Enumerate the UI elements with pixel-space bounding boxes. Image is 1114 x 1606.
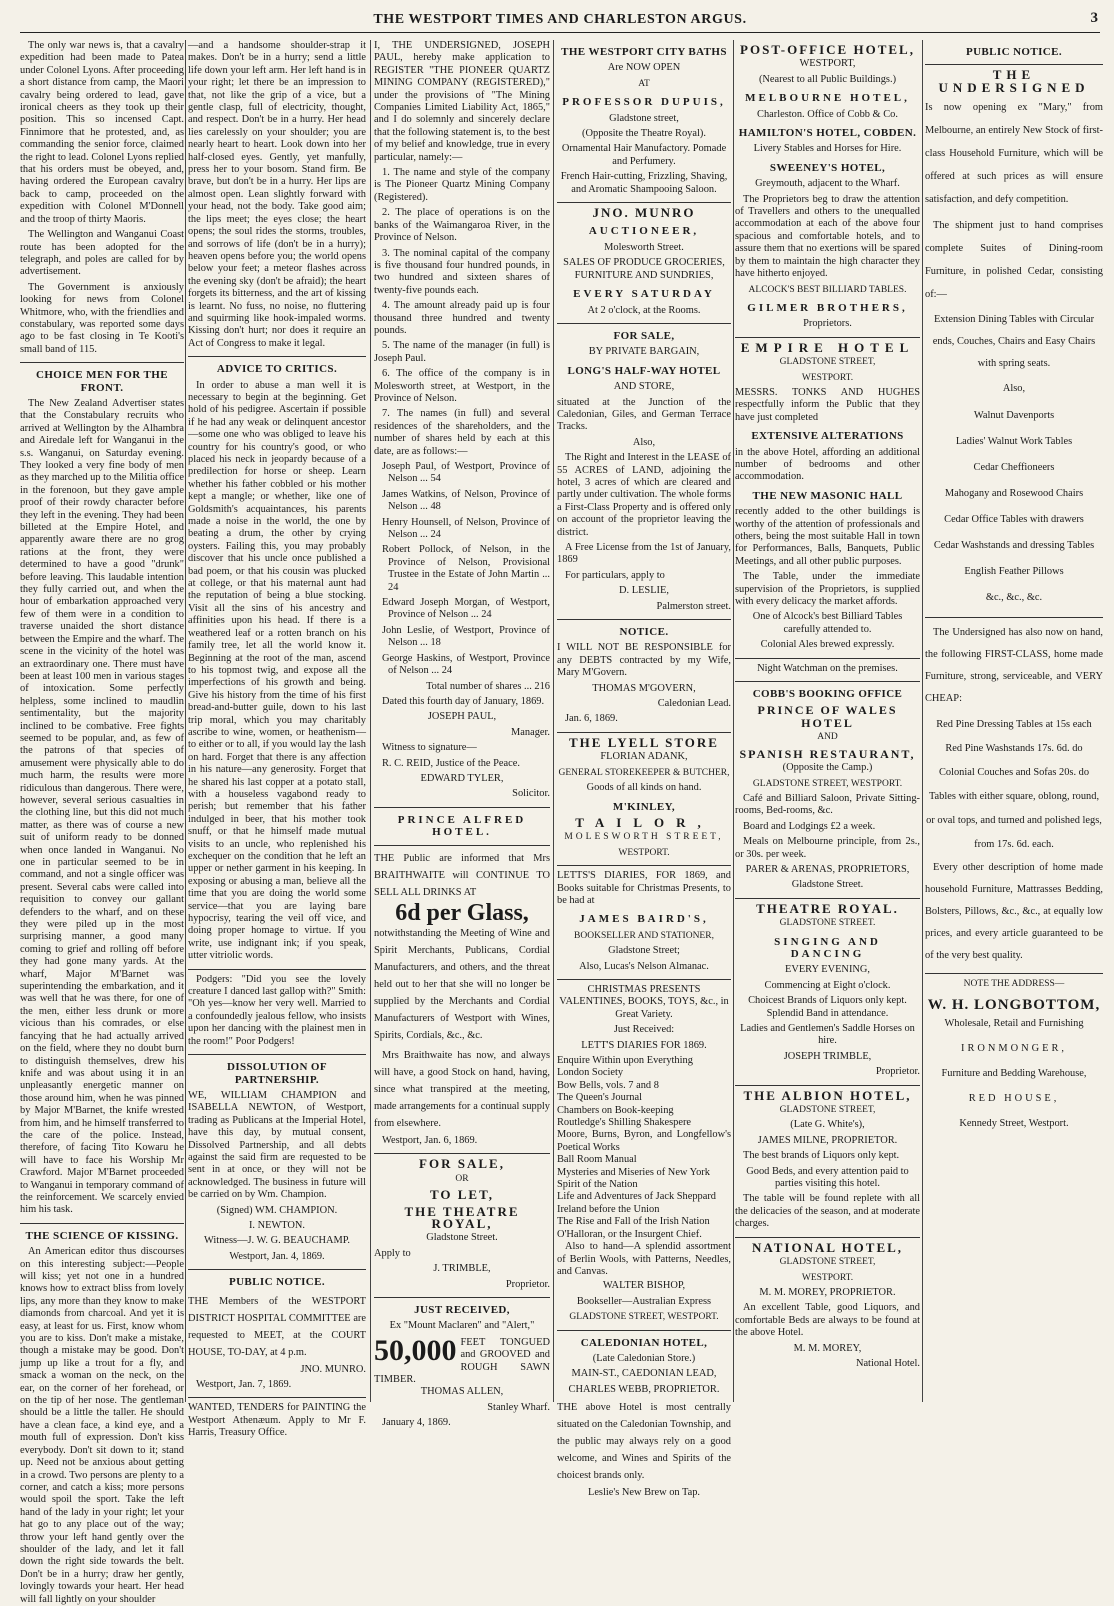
divider [20,1223,184,1224]
divider [557,732,731,733]
shareholder-row: John Leslie, of Westport, Province of Nelson ... 18 [382,624,550,649]
trimble-role: Proprietor. [875,1066,920,1078]
prince-alfred-intro: THE Public are informed that Mrs BRAITHWAITE will CONTINUE TO SELL ALL DRINKS AT [374,852,550,898]
adank-role: GENERAL STOREKEEPER & BUTCHER, [558,767,730,778]
undersigned-heading: THE UNDERSIGNED [938,67,1090,95]
hospital-date: Westport, Jan. 7, 1869. [196,1379,292,1390]
empire-hotel: EMPIRE HOTEL [740,339,915,355]
wanted-tenders: WANTED, TENDERS for PAINTING the Westport Athenæum. Apply to Mr F. Harris, Treasury Office. [188,1402,366,1439]
professor-opposite: (Opposite the Theatre Royal). [582,128,706,140]
caledonian-body: THE above Hotel is most centrally situated on the Caledonian Township, and the public may always rely on a good welcome, and Wines and Spirits of the choicest brands only. [557,1402,731,1482]
book-item: The Queen's Journal [557,1092,642,1104]
table-found: The table will be found replete with all the delicacies of the season, and at moderate charges. [735,1193,920,1230]
divider [925,617,1103,618]
adank-name: FLORIAN ADANK, [600,751,688,763]
to-let-heading: TO LET, [429,1187,495,1203]
singing-dancing: SINGING AND DANCING [774,935,881,960]
prince-alfred-heading: PRINCE ALFRED HOTEL. [397,813,527,839]
prince-alfred-date: Westport, Jan. 6, 1869. [382,1134,478,1146]
book-item: Spirit of the Nation [557,1179,638,1191]
divider [188,1397,366,1398]
theatre-royal-heading: THE THEATRE ROYAL, [404,1203,520,1231]
spanish-restaurant: SPANISH RESTAURANT, [739,746,916,761]
munro-street: Molesworth Street. [604,241,684,253]
divider [188,356,366,357]
mining-item-1: 1. The name and style of the company is The Pioneer Quartz Mining Company (Registered). [374,167,550,203]
furniture-list-1 [925,309,1103,375]
caledonian-late: (Late Caledonian Store.) [592,1352,696,1364]
divider [188,969,366,970]
baths-at: AT [638,78,650,89]
book-list [557,1055,731,1278]
dissolution-body: WE, WILLIAM CHAMPION and ISABELLA NEWTON, of Westport, trading as Publicans at the Imperial Hotel, have this day, by mutual consent, Dissolved Partnership, and all debts against the said firm are requested to be sent in at once, or they will not be acknowledged. The business in future will be carried on by Wm. Champion. [188,1089,366,1201]
furniture-list-2 [925,403,1103,611]
divider [735,681,920,682]
column-1 [20,40,184,1605]
gladstone-street: GLADSTONE STREET, WESTPORT. [752,778,903,789]
divider [925,973,1103,974]
eight-oclock: Commencing at Eight o'clock. [764,979,891,991]
table-body: The Table, under the immediate supervision of the Proprietors, is supplied with every delicacy the market affords. [735,571,920,608]
morey-proprietor: M. M. MOREY, PROPRIETOR. [759,1286,896,1298]
meals: Meals on Melbourne principle, from 2s., or 30s. per week. [735,836,920,860]
melbourne-hotel: MELBOURNE HOTEL, [745,92,910,105]
ironmonger-text: IRONMONGER, [960,1043,1068,1055]
book-item: Also to hand—A splendid assortment of Berlin Wools, with Patterns, Needles, and Canvas. [557,1241,731,1277]
extensive-alterations: EXTENSIVE ALTERATIONS [751,430,904,443]
critics-body: In order to abuse a man well it is necessary to begin at the beginning. Get hold of his pedigree. Ascertain if possible if he had any weak or delinquent ancestor—some one who was obliged to leave his country for his country's good, or who placed his neck in jeopardy because of a predilection for horse or sheep. Learn whether his father cobbled or his mother kept a mangle; or whether, like one of Goldsmith's acquaintances, his parents made a noise in the world, the one by beating a drum, the other by crying oysters. Failing this, you may probably discover that his uncle once published a bad poem, or that his cousin was plucked at college, or that his maternal aunt had the reputation of being a blue stocking. Visit all the sins of his ancestry and affinities upon his head. If there is a weathered leaf or a rotten branch on his family tree, let all the world know it. Beginning at the root of the man, ascend to his topmost twig, and expose all the imperfections of his growth and being. Give his history from the time of his first bread-and-butter guile, down to his last trip moral, which you may charitably ascribe to wine, women, or heathenism—to either or to all, if you would lay the lash on hard. Forget that there is any affection in his nature—any generosity. Forget that he shared his last copper at a potato stall, with a houseless vagabond ready to perish; but remember that his father indulged in beer, that his mother took snuff, or that he himself made mutual visits to an uncle, who replenished his exchequer on the condition that he left an upper or nether garment in his keeping. In exposing or abusing a man, believe all the time that you are doing the world some service—that you are laying bare hypocrisy, tearing the veil off vice, and doing proper homage to virtue. If you write, use indignant ink; if you speak, utter vitriolic words. [188,379,366,962]
furniture-item: Cedar Washstands and dressing Tables [933,540,1095,552]
notice-body: I WILL NOT BE RESPONSIBLE for any DEBTS contracted by my Wife, Mary M'Govern. [557,642,731,679]
longs-location: situated at the Junction of the Caledonian, Giles, and German Terrace Tracks. [557,396,731,433]
divider [374,807,550,808]
furniture-warehouse: Furniture and Bedding Warehouse, [941,1068,1087,1080]
munro-name: JNO. MUNRO [592,205,696,221]
masthead [20,6,1100,33]
leslie-brew: Leslie's New Brew on Tap. [587,1487,701,1499]
column-rule [370,40,371,1402]
tailor-title: TAILOR, [575,814,713,830]
mckinley-name: M'KINLEY, [612,800,676,813]
divider [735,898,920,899]
milne-proprietor: JAMES MILNE, PROPRIETOR. [757,1134,898,1146]
notice-date: Jan. 6, 1869. [565,713,618,725]
divider [557,202,731,203]
gilmer-role: Proprietors. [803,318,852,330]
greymouth: Greymouth, adjacent to the Wharf. [755,178,900,190]
leslie-name: D. LESLIE, [619,585,669,597]
proprietors-body: The Proprietors beg to draw the attention of Travellers and others to the unequalled accommodation at each of the above four spacious and comfortable hotels, and to assure them that no exertions will be spared by them to maintain the high character they have hitherto enjoyed. [735,193,920,280]
letts-1869: LETT'S DIARIES FOR 1869. [581,1039,707,1051]
national-hotel: NATIONAL HOTEL, [751,1239,904,1255]
divider [557,619,731,620]
mining-item-2: 2. The place of operations is on the banks of the Waimangaroa River, in the Province of Nelson. [374,207,550,244]
divider [925,64,1103,65]
free-license: A Free License from the 1st of January, 1869 [557,542,731,566]
mining-witness: Witness to signature— [382,742,477,754]
apply-to: Apply to [374,1247,411,1259]
national-body: An excellent Table, good Liquors, and comfortable Beds are always to be found at the above Hotel. [735,1302,920,1339]
baird-name: JAMES BAIRD'S, [579,913,709,926]
ornamental-hair: Ornamental Hair Manufactory. Pomade and Perfumery. [561,143,727,167]
caledonian-street: MAIN-ST., CAEDONIAN LEAD, [571,1368,717,1380]
dissolution-date: Westport, Jan. 4, 1869. [229,1250,325,1262]
every-saturday: EVERY SATURDAY [573,288,715,301]
masonic-hall: THE NEW MASONIC HALL [752,489,903,502]
column-rule [553,40,554,1402]
theatre-street: Gladstone Street. [426,1232,498,1244]
theatre-royal: THEATRE ROYAL. [756,900,899,916]
national-street: GLADSTONE STREET, [779,1257,876,1268]
shareholder-list [374,461,550,678]
shares-total: Total number of shares ... 216 [426,680,550,692]
book-item: The Rise and Fall of the Irish Nation [557,1216,710,1228]
lease-body: The Right and Interest in the LEASE of 55 ACRES of LAND, adjoining the hotel, 3 acres of which are cleared and partly under cultivation. The whole forms a First-Class Property and is offered only on account of the proprietor leaving the district. [557,452,731,538]
hamilton-hotel: HAMILTON'S HOTEL, COBDEN. [738,127,917,140]
good-beds: Good Beds, and every attention paid to parties visiting this hotel. [746,1165,909,1190]
shipment-body: The shipment just to hand comprises complete Suites of Dining-room Furniture, in polished Cedar, consisting of:— [925,220,1103,301]
note-address: NOTE THE ADDRESS— [963,979,1065,990]
longs-hotel: LONG'S HALF-WAY HOTEL [567,364,721,377]
divider [374,1153,550,1154]
longbottom-name: W. H. LONGBOTTOM, [927,996,1101,1013]
government-paragraph: The Government is anxiously looking for news from Colonel Whitmore, who, with the friendlies and constabulary, was reported some days ago to be fast closing in Te Kooti's small band of 115. [20,281,184,355]
trimble-role: Proprietor. [505,1278,550,1290]
night-watchman: Night Watchman on the premises. [757,662,898,674]
bookseller-title: BOOKSELLER AND STATIONER, [574,930,714,941]
webb-proprietor: CHARLES WEBB, PROPRIETOR. [568,1383,720,1395]
column-4 [557,40,731,1499]
letts-diaries: LETTS'S DIARIES, FOR 1869, and Books suitable for Christmas Presents, to be had at [557,870,731,906]
fifty-thousand: 50,000 [374,1333,457,1367]
alcock-tables: ALCOCK'S BEST BILLIARD TABLES. [748,284,907,295]
book-item: Ireland before the Union [557,1203,660,1215]
allen-date: January 4, 1869. [382,1417,451,1429]
shareholder-row: Robert Pollock, of Nelson, in the Province of Nelson, Provisional Trustee in the Estate of John Martin ... 24 [382,544,550,593]
trimble-name: J. TRIMBLE, [433,1263,491,1275]
divider [735,1237,920,1238]
divider [374,845,550,846]
parer-arenas: PARER & ARENAS, PROPRIETORS, [745,863,910,875]
auctioneer-title: AUCTIONEER, [588,225,700,238]
prince-alfred-body: notwithstanding the Meeting of Wine and Spirit Merchants, Publicans, Cordial Manufacturers, and others, and the threat held out to her that she will no longer be supplied by the Merchants and Cordial Manufacturers of Westport with Wines, Spirits, Cordials, &c., &c. [374,927,550,1041]
ships-names: Ex "Mount Maclaren" and "Alert," [389,1320,535,1332]
shareholder-row: Edward Joseph Morgan, of Westport, Province of Nelson ... 24 [382,597,550,621]
parer-street: Gladstone Street. [791,879,864,891]
public-notice-heading: PUBLIC NOTICE. [228,1276,326,1289]
po-town: WESTPORT, [799,58,856,70]
mining-item-6: 6. The office of the company is in Molesworth street, at Westport, in the Province of Nelson. [374,368,550,404]
also-text: Also, [632,436,656,448]
mining-item-7: 7. The names (in full) and several residences of the shareholders, and the number of shares held by each at this date, are as follows:— [374,408,550,457]
wholesale-text: Wholesale, Retail and Furnishing [944,1018,1084,1030]
furniture-item: Red Pine Dressing Tables at 15s each [936,719,1092,731]
kennedy-street: Kennedy Street, Westport. [959,1118,1069,1130]
lyell-store: THE LYELL STORE [569,734,719,750]
just-received-heading: JUST RECEIVED, [414,1304,510,1317]
six-pence-price: 6d per Glass, [395,899,529,926]
for-sale-heading: FOR SALE, [419,1156,505,1172]
column-rule [185,40,186,1402]
molesworth-street: MOLESWORTH STREET, [564,832,724,843]
bishop-name: WALTER BISHOP, [602,1280,686,1292]
book-item: Ball Room Manual [557,1154,637,1166]
book-item: Bow Bells, vols. 7 and 8 [557,1079,659,1091]
and-text: AND [817,732,838,743]
colonial-ales: Colonial Ales brewed expressly. [760,639,895,651]
tonks-hughes: MESSRS. TONKS AND HUGHES respectfully inform the Public that they have just completed [735,386,920,423]
just-received: Just Received: [613,1024,675,1036]
albion-late: (Late G. White's), [790,1119,865,1131]
divider [20,362,184,363]
po-near: (Nearest to all Public Buildings.) [758,73,897,85]
furniture-list-3 [925,713,1103,857]
board-lodgings: Board and Lodgings £2 a week. [743,820,876,832]
prince-of-wales-hotel: PRINCE OF WALES HOTEL [757,703,898,730]
notice-heading: NOTICE. [619,626,669,639]
new-stock-body: Is now opening ex "Mary," from Melbourne, an entirely New Stock of first-class Household Furniture, which will be offered at such prices as will ensure satisfaction, and defy competition. [925,102,1103,206]
private-bargain: BY PRIVATE BARGAIN, [588,346,700,358]
furniture-item: Extension Dining Tables with Circular ends, Couches, Chairs and Easy Chairs with spring seats. [932,314,1096,370]
furniture-item: Tables with either square, oblong, round, or oval tops, and turned and polished legs, from 17s. 6d. each. [926,791,1102,851]
furniture-item: Colonial Couches and Sofas 20s. do [938,767,1090,779]
french-hair: French Hair-cutting, Frizzling, Shaving, and Aromatic Shampooing Saloon. [560,171,728,195]
furniture-item: Ladies' Walnut Work Tables [955,436,1073,448]
baths-open: Are NOW OPEN [607,62,681,74]
post-office-hotel: POST-OFFICE HOTEL, [740,42,915,57]
divider [188,1269,366,1270]
gilmer-brothers: GILMER BROTHERS, [747,301,908,314]
albion-hotel: THE ALBION HOTEL, [743,1087,912,1103]
also-now-body: The Undersigned has also now on hand, the following FIRST-CLASS, home made Furniture, strong, serviceable, and VERY CHEAP: [925,627,1103,705]
billiard-tables: One of Alcock's best Billiard Tables carefully attended to. [752,611,903,635]
every-other-body: Every other description of home made household Furniture, Mattrasses Bedding, Bolsters, Pillows, &c., &c., at equally low prices, and every article guaranteed to be of the very best quality. [925,862,1103,962]
divider [557,323,731,324]
bishop-role: Bookseller—Australian Express [576,1295,712,1307]
kissing-heading: THE SCIENCE OF KISSING. [25,1229,179,1242]
theatre-street: GLADSTONE STREET. [779,918,876,929]
timber-ad [374,1333,550,1387]
red-house: RED HOUSE, [968,1093,1060,1105]
for-sale-heading: FOR SALE, [613,329,675,342]
column-rule [922,40,923,1402]
shareholder-row: James Watkins, of Nelson, Province of Nelson ... 48 [382,488,550,513]
cafe-billiard: Café and Billiard Saloon, Private Sitting-rooms, Bed-rooms, &c. [735,792,920,817]
choicest-brands: Choicest Brands of Liquors only kept. Splendid Band in attendance. [748,995,907,1019]
timber-description: FEET TONGUED and GROOVED and ROUGH SAWN TIMBER. [374,1336,550,1386]
professor-name: PROFESSOR DUPUIS, [562,96,726,109]
best-brands: The best brands of Liquors only kept. [743,1150,900,1162]
lucas-almanac: Also, Lucas's Nelson Almanac. [579,960,709,972]
divider [374,1297,550,1298]
book-item: London Society [557,1067,624,1079]
shareholder-row: Joseph Paul, of Westport, Province of Nelson ... 54 [382,461,550,485]
dissolution-signed-2: I. NEWTON. [248,1219,306,1231]
caledonian-hotel: CALEDONIAN HOTEL, [580,1336,708,1349]
goods-on-hand: Goods of all kinds on hand. [586,782,702,794]
column-2 [188,40,366,1439]
divider [557,865,731,866]
furniture-item: Cedar Cheffioneers [973,462,1055,474]
alterations-body: in the above Hotel, affording an additional number of bedrooms and other accommodation. [735,446,920,483]
choice-men-body: The New Zealand Advertiser states that the Constabulary recruits who arrived at Wellington by the Alhambra and Airedale left for Wanganui in the s.s. Wanganui, on Saturday evening. They looked a very fine body of men as they marched up to the Militia office in the forenoon, but they gave ample proof of their rowdy character before they left in the evening. They had been billeted at the Empire Hotel, and apparently aware there are no grog rations at the front, they were determined to have a good "drunk" before leaving. This laudable intention they fully carried out, and when the hour of embarkation approached very few of them were in a condition to traverse unaided the short distance between the Empire and the wharf. The scene in the vicinity of the hotel was an extraordinary one. There must have been at least 100 men in various stages of intoxication. Some perfectly helpless, some inclined to maudlin sentimentality, but the majority inclined to be combative. Free fights seemed to be popular, and, as few of the patrons of that species of amusement were physically able to do much harm, the results were more ridiculous than dangerous. There were, however, several serious casualties in the clothing line, but this did not much matter, as there was of course a new suit of uniform ready to be donned when once landed in Wanganui. No one in particular seemed to be in command, and not a single officer was present. Several cabs were called into requisition to convey our gallant defenders to the wharf, and on these they were piled up in the most surprising manner, a good many coming to grief and rolling off before they had gone many yards. At the wharf, Major M'Barnet was superintending the embarkation, and it was well that he was there, for one of the men, either less drunk or more vicious than his comrades, or else fancying that he had actually arrived on the field, where they no doubt burn to distinguish themselves, drew his knife and was about using it in an unpleasantly energetic manner on those around him, when he was pinned by Major M'Barnet, the knife wrested from him, and he himself transferred to the care of the police. Instead, therefore, of facing Tito Kowaru he will have to face his Worship Mr Crawford. Major M'Barnet proceeded to Wanganui in temporary command of the reinforcement. We scarcely envied him his task. [20,397,184,1216]
kissing-body: An American editor thus discourses on this interesting subject:—People will kiss; yet not one in a hundred knows how to extract bliss from lovely lips, any more than they know to make diamonds from charcoal. And yet it is easy, at least for us. First, know whom you are to kiss. Don't make a mistake, though a mistake may be good. Don't jump up like a trout for a fly, and smack a woman on the neck, on the ear, on the corner of her forehead, or on the tip of her nose. The gentleman should be a little the taller. He should have a clean face, a kind eye, and a mouth full of expression. Don't kiss everybody. Don't sit down to it; stand up. Need not be anxious about getting in a crowd. Two persons are plenty to a corner, and catch a kiss; more persons would spoil the sport. Take the left hand of the lady in your right; let your hat go to any place out of the way; throw your left hand gently over the shoulder of the lady, and let it fall down the right side towards the belt. Don't be in a hurry; draw her gently, lovingly towards your heart. Her head will fall lightly on your shoulder [20,1246,184,1605]
book-item: Moore, Burns, Byron, and Longfellow's Poetical Works [557,1129,731,1153]
mining-item-3: 3. The nominal capital of the company is five thousand four hundred pounds, in two hundred and sixteen shares of twenty-five pounds each. [374,247,550,296]
dissolution-witness: Witness—J. W. G. BEAUCHAMP. [204,1235,350,1247]
divider [735,1085,920,1086]
divider [735,337,920,338]
opposite-camp: (Opposite the Camp.) [782,762,873,774]
prince-alfred-body-2: Mrs Braithwaite has now, and always will have, a good Stock on hand, having, since what transpired at the meeting, made arrangements for a continual supply from elsewhere. [374,1049,550,1129]
hospital-notice: THE Members of the WESTPORT DISTRICT HOSPITAL COMMITTEE are requested to MEET, at the COURT HOUSE, TO-DAY, at 4 p.m. [188,1295,366,1358]
mining-item-5: 5. The name of the manager (in full) is Joseph Paul. [374,340,550,364]
baths-heading: THE WESTPORT CITY BATHS [561,46,727,58]
furniture-item: Red Pine Washstands 17s. 6d. do [945,743,1083,755]
column-rule [733,40,734,1402]
sales-produce: SALES OF PRODUCE GROCERIES, FURNITURE AND SUNDRIES, [563,257,725,281]
mining-witness-name: R. C. REID, Justice of the Peace. [382,757,520,769]
page-number: 3 [1090,10,1098,26]
bishop-street: GLADSTONE STREET, WESTPORT. [569,1312,719,1323]
hospital-signed: JNO. MUNRO. [300,1363,366,1375]
dissolution-heading: DISSOLUTION OF PARTNERSHIP. [226,1061,328,1086]
allen-place: Stanley Wharf. [487,1401,550,1413]
book-item: Mysteries and Miseries of New York [557,1166,710,1178]
empire-town: WESTPORT. [801,372,854,383]
cobb-booking: COBB'S BOOKING OFFICE [752,688,903,701]
mcgovern-name: THOMAS M'GOVERN, [592,682,696,694]
book-item: Enquire Within upon Everything [557,1055,693,1066]
furniture-item: Cedar Office Tables with drawers [944,514,1084,526]
christmas-presents: CHRISTMAS PRESENTS VALENTINES, BOOKS, TOYS, &c., in Great Variety. [559,983,729,1020]
solicitor-role: Solicitor. [512,788,550,800]
critics-heading: ADVICE TO CRITICS. [216,363,338,376]
book-item: Routledge's Shilling Shakespere [557,1117,692,1129]
column-3 [374,40,550,1429]
also-text: Also, [1002,383,1026,395]
book-item: Chambers on Book-keeping [557,1104,674,1116]
divider [557,1330,731,1331]
saddle-horses: Ladies and Gentlemen's Saddle Horses on hire. [740,1023,915,1047]
empire-street: GLADSTONE STREET, [779,357,876,368]
furniture-item: &c., &c., &c. [985,592,1043,604]
mining-signed-role: Manager. [511,726,550,738]
mining-dated: Dated this fourth day of January, 1869. [382,695,545,707]
national-town: WESTPORT. [801,1272,854,1283]
professor-street: Gladstone street, [609,112,679,124]
leslie-street: Palmerston street. [656,600,731,612]
melbourne-town: Charleston. Office of Cobb & Co. [757,108,898,120]
book-item: O'Halloran, or the Insurgent Chief. [557,1228,702,1240]
allen-name: THOMAS ALLEN, [420,1386,504,1398]
divider [188,1054,366,1055]
and-store: AND STORE, [613,381,675,393]
mcgovern-place: Caledonian Lead. [657,698,731,710]
podgers-anecdote: Podgers: "Did you see the lovely creature I danced last gallop with?" Smith: "Oh yes—know her very well. Married to a confoundedly jealous fellow, who insists upon her dancing with the plainest men in the room!" Poor Podgers! [188,973,366,1047]
wellington-paragraph: The Wellington and Wanganui Coast route has been adopted for the telegraph, and poles are called for by advertisement. [20,229,184,278]
shareholder-row: Henry Hounsell, of Nelson, Province of Nelson ... 24 [382,516,550,541]
particulars: For particulars, apply to [565,569,665,581]
or-text: OR [455,1173,469,1184]
trimble-name: JOSEPH TRIMBLE, [783,1050,872,1062]
public-notice-heading: PUBLIC NOTICE. [965,46,1063,58]
furniture-item: Mahogany and Rosewood Chairs [944,488,1084,500]
morey-name: M. M. MOREY, [793,1342,862,1354]
column-6 [925,40,1103,1402]
divider [557,979,731,980]
column-5 [735,40,920,1402]
livery-stables: Livery Stables and Horses for Hire. [753,143,902,155]
kissing-continued: —and a handsome shoulder-strap it makes. Don't be in a hurry; send a little life down your left arm. Her left hand is in your right; let there be an impression to that, not like the grip of a vice, but a gentle clasp, full of electricity, thought, and respect. Don't be in a hurry. Her head lies carelessly on your shoulder; you are nearly heart to heart. Look down into her half-closed eyes. Gently, yet manfully, press her to your bosom. Stand firm. Be brave, but don't be in a hurry. Her lips are almost open. Lean slightly forward with your head, not the body. Take good aim; the lips meet; the eyes close; the heart opens; the soul rides the storms, troubles, and sorrows of life (don't be in a hurry); heaven opens before you; the world opens below your feet; a meteor flashes across the evening sky (don't be afraid); the heart forgets its bitterness, and the art of kissing is learnt. No fuss, no noise, no fluttering and squirming like hook-impaled worms. Kissing don't hurt; nor does it require an Act of Congress to make it legal. [188,40,366,349]
furniture-item: English Feather Pillows [964,566,1064,578]
sweeney-hotel: SWEENEY'S HOTEL, [769,161,886,174]
dissolution-signed: (Signed) WM. CHAMPION. [216,1204,338,1216]
newspaper-title: THE WESTPORT TIMES AND CHARLESTON ARGUS. [373,12,747,27]
rooms-time: At 2 o'clock, at the Rooms. [587,304,701,316]
mining-signed: JOSEPH PAUL, [427,711,497,723]
shareholder-row: George Haskins, of Westport, Province of Nelson ... 24 [382,652,550,677]
baird-street: Gladstone Street; [608,945,680,957]
war-news-paragraph: The only war news is, that a cavalry expedition had been made to Patea under Colonel Lyons. After proceeding a short distance from camp, the Maori cavalry being ordered to lead, gave ironical cheers as they took up their position. This so incensed Capt. Finnimore that he protested, and, as commanding the senior force, claimed the right to lead. Colonel Lyons replied that his orders must be obeyed, and, having ordered the European cavalry back to camp, proceeded on the expedition with Colonel M'Donnell and the troop of thirty Maoris. [20,40,184,225]
choice-men-heading: CHOICE MEN FOR THE FRONT. [36,369,168,394]
every-evening: EVERY EVENING, [784,964,871,976]
solicitor-name: EDWARD TYLER, [420,772,504,784]
masonic-body: recently added to the other buildings is worthy of the attention of professionals and others, being the most suitable Hall in town for Performances, Balls, Banquets, Public Meetings, and all other public purposes. [735,506,920,567]
furniture-item: Walnut Davenports [973,410,1055,422]
book-item: Life and Adventures of Jack Sheppard [557,1191,716,1203]
mining-application: I, THE UNDERSIGNED, JOSEPH PAUL, hereby make application to REGISTER "THE PIONEER QUARTZ MINING COMPANY (REGISTERED)," under the provisions of "The Mining Companies Limited Liability Act, 1865," and I do solemnly and sincerely declare that the following statement is, to the best of my belief and knowledge, true in every particular, namely:— [374,40,550,163]
mining-item-4: 4. The amount already paid up is four thousand three hundred and twenty pounds. [374,300,550,336]
national-sign: National Hotel. [855,1357,920,1369]
westport-label: WESTPORT. [618,847,670,858]
albion-street: GLADSTONE STREET, [779,1105,876,1116]
divider [735,658,920,659]
